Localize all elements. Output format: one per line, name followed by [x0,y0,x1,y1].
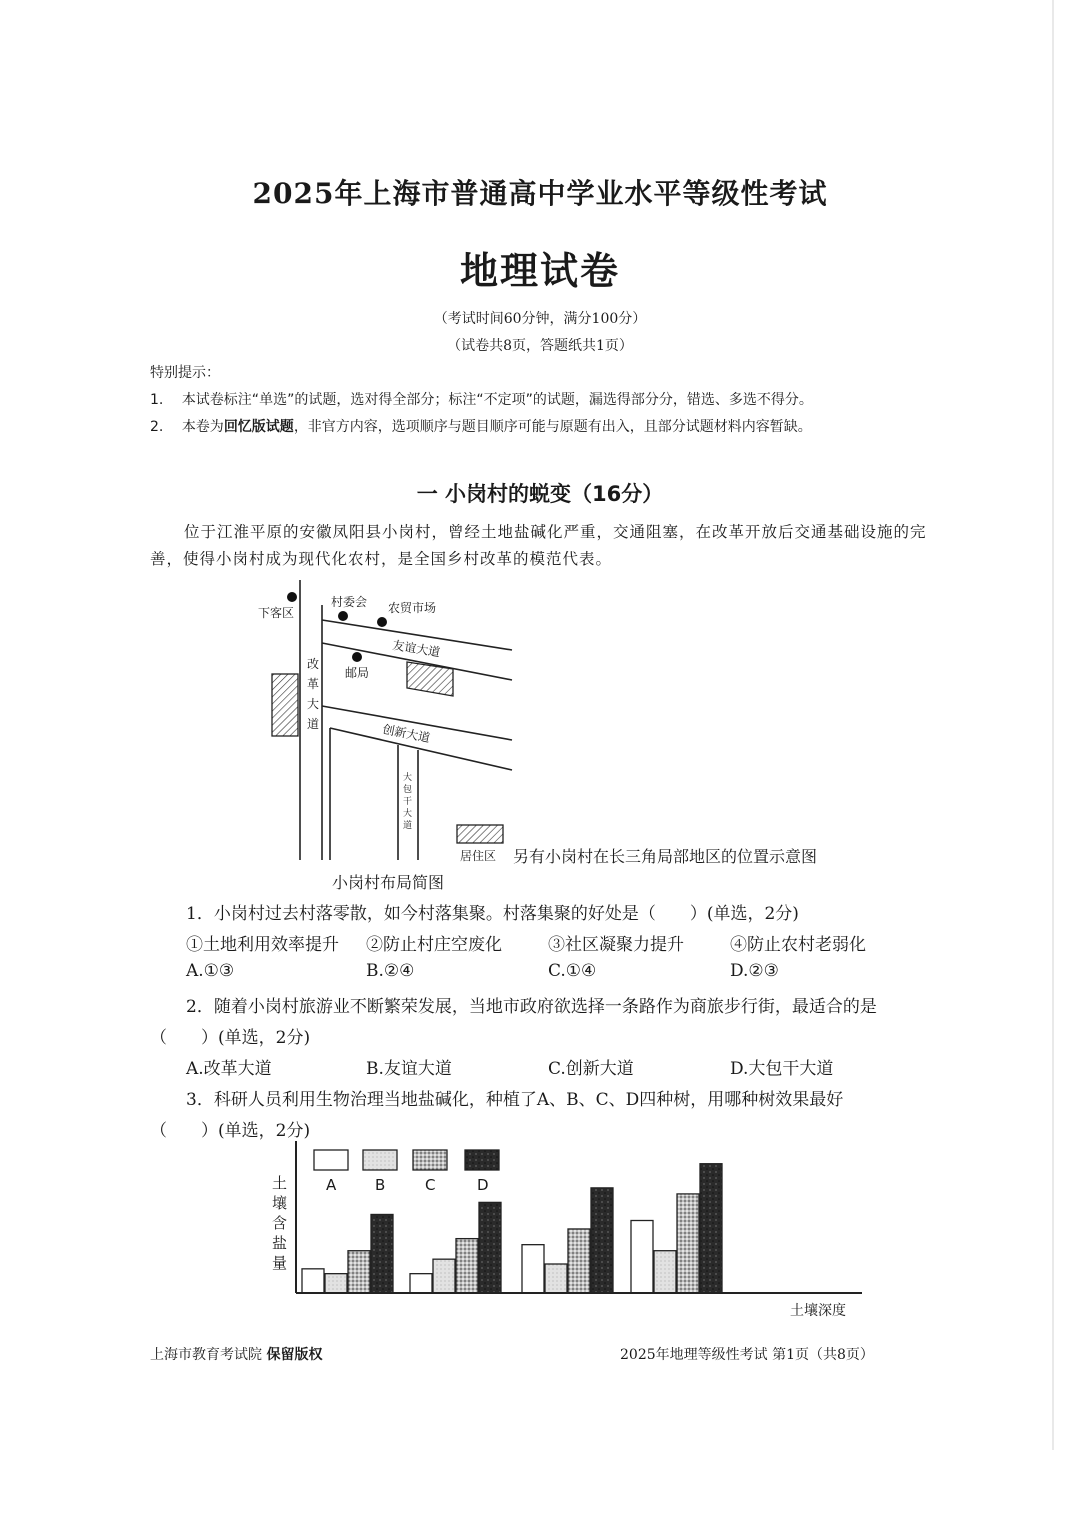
label-cunweihui: 村委会 [331,595,368,609]
question-2-stem: 2．随着小岗村旅游业不断繁荣发展，当地市政府欲选择一条路作为商旅步行街，最适合的是 [186,997,877,1017]
ylabel-char-2: 壤 [272,1194,288,1212]
x-axis-label: 土壤深度 [790,1303,846,1319]
bar-D-2 [479,1202,501,1293]
note-2-post: ，非官方内容，选项顺序与题目顺序可能与原题有出入，且部分试题材料内容暂缺。 [293,419,812,435]
label-nongmao: 农贸市场 [388,601,437,615]
hatched-block-west [272,674,298,736]
bar-C-2 [456,1239,478,1293]
bar-A-2 [410,1274,432,1293]
label-dabaogan-1: 大 [403,773,413,783]
nongmao-dot [377,617,387,627]
legend-swatch-C [413,1150,447,1170]
y-axis-label [272,1174,287,1272]
chart-legend [314,1150,499,1194]
xiakequ-dot [287,592,297,602]
label-youju: 邮局 [345,666,370,680]
label-xiakequ: 下客区 [258,606,295,620]
question-3-stem-tail: （ ）(单选，2分) [150,1121,311,1141]
label-juzhuqu: 居住区 [460,849,497,863]
side-map-caption: 另有小岗村在长三角局部地区的位置示意图 [513,847,818,866]
q2-option-b: B.友谊大道 [366,1059,452,1079]
note-1-number: 1. [150,392,164,408]
bar-C-4 [677,1194,699,1293]
map-caption: 小岗村布局简图 [332,873,445,892]
cunweihui-dot [338,611,348,621]
label-gaige-3: 大 [307,697,320,711]
ylabel-char-3: 含 [272,1214,288,1232]
q1-option-b: B.②④ [366,961,415,981]
page-count: （试卷共8页，答题纸共1页） [447,338,633,354]
q1-statement-4: ④防止农村老弱化 [730,935,866,955]
q1-option-d: D.②③ [730,961,779,981]
note-2-number: 2. [150,419,164,435]
label-gaige-2: 革 [307,677,320,691]
q1-statement-2: ②防止村庄空废化 [366,935,502,955]
bar-C-3 [568,1229,590,1293]
subject-title: 地理试卷 [459,249,620,293]
ylabel-char-5: 量 [272,1254,288,1272]
bar-D-1 [371,1214,393,1293]
ylabel-char-4: 盐 [272,1234,288,1252]
youju-dot [352,652,362,662]
soil-salt-chart [0,1140,1080,1330]
legend-swatch-A [314,1150,348,1170]
legend-residential-swatch [457,825,503,843]
bar-D-3 [591,1188,613,1293]
q1-statement-1: ①土地利用效率提升 [186,935,339,955]
note-2-bold: 回忆版试题 [223,419,294,435]
label-gaige-4: 道 [307,717,320,731]
section-title: 一 小岗村的蜕变（16分） [416,482,664,506]
q2-option-d: D.大包干大道 [730,1059,834,1079]
legend-swatch-D [465,1150,499,1170]
q2-option-a: A.改革大道 [186,1059,272,1079]
bar-B-2 [433,1259,455,1293]
bar-A-4 [631,1221,653,1294]
label-dabaogan-2: 包 [403,785,413,795]
label-dabaogan-5: 道 [403,821,413,831]
bar-B-4 [654,1251,676,1293]
footer-rights: 保留版权 [266,1347,323,1363]
q1-option-c: C.①④ [548,961,597,981]
bar-B-1 [325,1274,347,1293]
bar-C-1 [348,1251,370,1293]
label-youyi-road: 友谊大道 [391,638,442,660]
bar-D-4 [700,1164,722,1293]
legend-swatch-B [363,1150,397,1170]
legend-label-D: D [477,1176,489,1194]
footer-left [150,1344,322,1364]
label-dabaogan-3: 干 [403,797,413,807]
bar-B-3 [545,1264,567,1293]
label-dabaogan-4: 大 [403,809,413,819]
question-2-stem-tail: （ ）(单选，2分) [150,1028,311,1048]
note-1-text: 本试卷标注“单选”的试题，选对得全部分；标注“不定项”的试题，漏选得部分分，错选、多选不得分。 [181,392,813,408]
chart-bars [302,1164,722,1293]
question-3-stem: 3．科研人员利用生物治理当地盐碱化，种植了A、B、C、D四种树，用哪种树效果最好 [186,1090,844,1110]
q1-option-a: A.①③ [186,961,235,981]
note-2-pre: 本卷为 [181,419,224,435]
notes-heading: 特别提示： [150,365,220,381]
section-intro: 位于江淮平原的安徽凤阳县小岗村，曾经土地盐碱化严重，交通阻塞，在改革开放后交通基础设施的完善，使得小岗村成为现代化农村，是全国乡村改革的模范代表。 [150,523,927,568]
legend-label-B: B [375,1176,386,1194]
footer-publisher: 上海市教育考试院 [150,1347,267,1363]
legend-label-A: A [326,1176,337,1194]
bar-A-3 [522,1245,544,1293]
bar-A-1 [302,1269,324,1293]
ylabel-char-1: 土 [272,1174,288,1192]
question-1-stem: 1．小岗村过去村落零散，如今村落集聚。村落集聚的好处是（ ）(单选，2分) [186,904,799,924]
q2-option-c: C.创新大道 [548,1059,634,1079]
label-gaige-1: 改 [307,657,320,671]
q1-statement-3: ③社区凝聚力提升 [548,935,684,955]
exam-duration: （考试时间60分钟，满分100分） [433,311,647,327]
label-chuangxin-road: 创新大道 [381,722,432,746]
legend-label-C: C [425,1176,436,1194]
footer-page-number: 2025年地理等级性考试 第1页（共8页） [620,1347,874,1363]
exam-title: 2025年上海市普通高中学业水平等级性考试 [252,177,828,210]
